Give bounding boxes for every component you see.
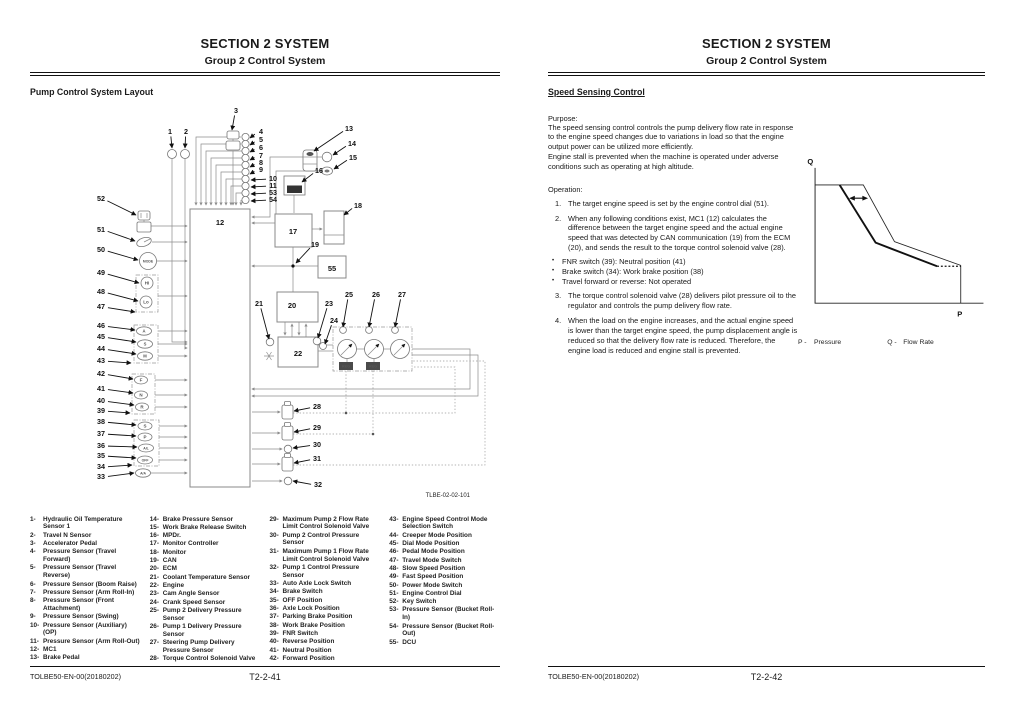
callout-45: 45 (97, 331, 105, 341)
torque-control-solenoid-icon (282, 405, 293, 419)
diagram-legend (30, 516, 500, 664)
page-title: Pump Control System Layout (30, 86, 154, 97)
legend-item: 30- Pump 2 Control Pressure Sensor (269, 531, 360, 547)
operation-heading: Operation: (548, 184, 583, 194)
legend-item: 4- Pressure Sensor (Travel Forward) (30, 548, 117, 564)
callout-8: 8 (259, 157, 263, 167)
callout-26: 26 (372, 289, 380, 299)
callout-53: 53 (269, 187, 277, 197)
svg-text:OFF: OFF (141, 457, 149, 462)
legend-item: 26- Pump 1 Delivery Pressure Sensor (149, 623, 242, 638)
figure-code: TLBE-02-02-101 (425, 492, 470, 499)
speed-sensing-text (548, 97, 798, 356)
mc1-label: 12 (215, 217, 225, 227)
callout-29: 29 (313, 422, 321, 432)
group-heading: Group 2 Control System (204, 55, 326, 67)
callout-48: 48 (97, 286, 105, 296)
legend-item: 38- Work Brake Position (269, 621, 345, 629)
ecm-block (277, 292, 318, 322)
auto-axle-lock-switch-icon (136, 468, 151, 476)
legend-item: 33- Auto Axle Lock Switch (269, 580, 352, 587)
pump-group (333, 326, 412, 370)
legend-item: 23- Cam Angle Sensor (149, 590, 220, 598)
callout-50: 50 (97, 244, 105, 254)
reverse-position-icon (136, 403, 149, 411)
legend-item: 40- Reverse Position (269, 638, 335, 646)
callout-42: 42 (97, 368, 105, 378)
purpose-heading: Purpose: (548, 113, 578, 123)
coolant-temp-sensor-icon (266, 338, 274, 346)
legend-item: 42- Forward Position (269, 654, 335, 662)
callout-25: 25 (345, 289, 353, 299)
legend-item: 37- Parking Brake Position (269, 613, 353, 621)
legend-item: 2- Travel N Sensor (30, 531, 92, 539)
engine-control-dial-icon (136, 235, 153, 248)
callout-3: 3 (234, 105, 238, 115)
callout-4: 4 (259, 126, 263, 136)
max-pump2-flow-solenoid-icon (282, 426, 293, 440)
legend-item: 55- DCU (389, 638, 417, 646)
callout-27: 27 (398, 289, 406, 299)
callout-16: 16 (315, 165, 323, 175)
legend-item: 24- Crank Speed Sensor (149, 598, 226, 606)
fast-speed-position-icon (141, 277, 153, 289)
svg-text:Lo: Lo (143, 299, 149, 305)
svg-text:REG: REG (341, 364, 351, 368)
callout-2: 2 (184, 126, 188, 136)
operation-step: 4. When the load on the engine increases, and the actual engine speed is lower than the target engine speed, the pump displacement angle is reduced so that the delivery flow rate is reduced. Therefore, the engine load is reduced and engine stall is prevented. (555, 316, 798, 355)
callout-43: 43 (97, 355, 105, 365)
callout-33: 33 (97, 471, 105, 481)
legend-item: 19- CAN (149, 557, 177, 565)
y-axis-label: Q (807, 156, 814, 166)
legend-item: 21- Coolant Temperature Sensor (149, 573, 250, 581)
work-brake-release-switch-icon (322, 167, 333, 175)
pedal-mode-position-icon (137, 326, 152, 334)
page-number: T2-2-41 (249, 672, 281, 682)
document-code: TOLBE50-EN-00(20180202) (548, 672, 639, 681)
pump-control-system-diagram (30, 99, 500, 504)
legend-item: 25- Pump 2 Delivery Pressure Sensor (149, 606, 242, 622)
callout-44: 44 (97, 343, 105, 353)
callout-38: 38 (97, 416, 105, 426)
legend-item: 3- Accelerator Pedal (30, 539, 97, 547)
legend-item: 36- Axle Lock Position (269, 604, 340, 612)
legend-item: 32- Pump 1 Control Pressure Sensor (269, 563, 360, 579)
callout-23: 23 (325, 298, 333, 308)
speed-sensing-content (548, 97, 985, 356)
header-rule (30, 72, 500, 76)
svg-text:S: S (143, 341, 147, 347)
callout-36: 36 (97, 440, 105, 450)
legend-item: 43- Engine Speed Control Mode Selection Switch (389, 515, 488, 531)
legend-item: 9- Pressure Sensor (Swing) (30, 613, 119, 621)
callout-9: 9 (259, 164, 263, 174)
solenoid-valves (282, 401, 293, 484)
pq-graph (798, 149, 992, 356)
travel-n-sensor-icon (168, 149, 177, 158)
document-code: TOLBE50-EN-00(20180202) (30, 672, 121, 681)
callout-13: 13 (345, 123, 353, 133)
svg-text:P: P (143, 434, 147, 440)
slow-speed-position-icon (140, 296, 152, 308)
operation-bullet: • FNR switch (39): Neutral position (41) (552, 256, 686, 266)
legend-item: 12- MC1 (30, 646, 57, 653)
legend-item: 18- Monitor (149, 548, 187, 556)
legend-item: 44- Creeper Mode Position (389, 531, 472, 539)
svg-text:REG: REG (368, 364, 378, 368)
legend-item: 1- Hydraulic Oil Temperature Sensor 1 (30, 515, 123, 531)
section-heading: SECTION 2 SYSTEM (702, 36, 831, 51)
legend-item: 46- Pedal Mode Position (389, 548, 465, 556)
svg-text:A/A: A/A (140, 470, 146, 475)
graph-legend-flowrate: Q - Flow Rate (887, 338, 934, 346)
callout-24: 24 (330, 315, 338, 325)
legend-item: 13- Brake Pedal (30, 654, 80, 662)
pq-curve-chart (798, 149, 992, 324)
callout-37: 37 (97, 428, 105, 438)
svg-text:S: S (143, 423, 147, 429)
legend-item: 49- Fast Speed Position (389, 573, 464, 581)
pump1-control-pressure-sensor-icon (284, 477, 292, 485)
legend-item: 28- Torque Control Solenoid Valve (149, 655, 256, 663)
callout-1: 1 (168, 126, 172, 136)
page-header (30, 36, 500, 67)
legend-item: 39- FNR Switch (269, 629, 319, 637)
callout-7: 7 (259, 150, 263, 160)
legend-item: 31- Maximum Pump 1 Flow Rate Limit Control Solenoid Valve (269, 547, 370, 563)
travel-sensor-icon (181, 149, 190, 158)
svg-text:N: N (139, 392, 143, 398)
legend-item: 16- MPDr. (149, 532, 181, 540)
svg-text:M: M (143, 353, 147, 359)
legend-item: 15- Work Brake Release Switch (149, 523, 247, 531)
callout-52: 52 (97, 193, 105, 203)
svg-text:R: R (140, 404, 144, 410)
section-heading: SECTION 2 SYSTEM (200, 36, 330, 51)
x-axis-label: P (957, 308, 963, 318)
power-mode-switch-icon (140, 252, 157, 269)
legend-item: 54- Pressure Sensor (Bucket Roll-Out) (389, 622, 495, 638)
legend-item: 22- Engine (149, 582, 185, 589)
operation-bullet: • Travel forward or reverse: Not operated (552, 276, 692, 286)
svg-text:F: F (139, 377, 143, 383)
graph-legend-pressure: P - Pressure (798, 338, 842, 346)
key-switch-icon (137, 211, 151, 232)
legend-item: 50- Power Mode Switch (389, 581, 463, 589)
mpdr-icon (284, 176, 305, 195)
graph-legend (798, 339, 992, 346)
fan-icon (264, 352, 274, 360)
callout-6: 6 (259, 142, 263, 152)
header-rule (548, 72, 985, 76)
purpose-paragraph-1: The speed sensing control controls the pump delivery flow rate in response to the engine speed changes due to variations in load so that the engine output power can be utilized more efficiently. (548, 122, 794, 152)
callout-14: 14 (348, 138, 356, 148)
operation-bullet: • Brake switch (34): Work brake position (38) (552, 266, 704, 276)
legend-item: 34- Brake Switch (269, 588, 323, 596)
operation-step: 3. The torque control solenoid valve (28) delivers pilot pressure oil to the regulator and controls the pump delivery flow rate. (555, 291, 796, 311)
ecm-label: 20 (287, 300, 297, 310)
callout-5: 5 (259, 134, 263, 144)
page-right (510, 0, 1020, 720)
svg-text:A: A (142, 328, 146, 334)
work-brake-position-icon (138, 422, 152, 430)
callout-21: 21 (255, 298, 263, 308)
page-footer (30, 666, 500, 681)
monitor-block (324, 211, 344, 244)
pq-curve-base (815, 184, 961, 264)
callout-46: 46 (97, 320, 105, 330)
callout-47: 47 (97, 301, 105, 311)
legend-item: 20- ECM (149, 565, 177, 573)
callout-40: 40 (97, 395, 105, 405)
cam-angle-sensor-icon (313, 337, 321, 345)
svg-text:A/L: A/L (143, 445, 149, 450)
pilot-lines (293, 361, 485, 465)
legend-item: 17- Monitor Controller (149, 540, 219, 548)
svg-text:Hi: Hi (144, 280, 150, 286)
pump2-control-pressure-sensor-icon (284, 445, 292, 453)
legend-item: 41- Neutral Position (269, 646, 332, 654)
callout-19: 19 (311, 239, 319, 249)
pump1-delivery-sensor-icon (366, 326, 373, 333)
engine-label: 22 (293, 348, 303, 358)
operation-step: 2. When any following conditions exist, MC1 (12) calculates the difference between the target engine speed and the actual engine speed that was detected by CAN communication (19) from the ECM (20), and sends the result to the torque control solenoid valve (28). (555, 213, 791, 253)
forward-position-icon (135, 376, 148, 384)
operation-list (548, 199, 798, 356)
legend-item: 29- Maximum Pump 2 Flow Rate Limit Control Solenoid Valve (269, 515, 370, 531)
callout-54: 54 (269, 194, 277, 204)
callout-34: 34 (97, 461, 105, 471)
creeper-mode-position-icon (138, 351, 153, 359)
callout-39: 39 (97, 405, 105, 415)
callout-30: 30 (313, 439, 321, 449)
monitor-controller-label: 17 (288, 226, 298, 236)
legend-item: 45- Dial Mode Position (389, 539, 460, 547)
svg-text:MODE: MODE (142, 258, 154, 263)
dcu-label: 55 (327, 263, 337, 273)
legend-item: 47- Travel Mode Switch (389, 556, 462, 564)
neutral-position-icon (135, 391, 148, 399)
legend-item: 7- Pressure Sensor (Arm Roll-In) (30, 588, 135, 596)
pump2-delivery-sensor-icon (340, 326, 347, 333)
callout-15: 15 (349, 152, 357, 162)
can-junction (291, 264, 294, 267)
legend-item: 27- Steering Pump Delivery Pressure Sensor (149, 639, 235, 654)
legend-item: 35- OFF Position (269, 596, 323, 604)
legend-item: 11- Pressure Sensor (Arm Roll-Out) (30, 637, 140, 645)
legend-item: 53- Pressure Sensor (Bucket Roll-In) (389, 606, 495, 622)
accelerator-pedal-icon (226, 131, 240, 150)
callout-51: 51 (97, 224, 105, 234)
legend-item: 14- Brake Pressure Sensor (149, 515, 234, 523)
callout-32: 32 (314, 479, 322, 489)
legend-item: 10- Pressure Sensor (Auxiliary) (OP) (30, 621, 127, 637)
axle-lock-position-icon (139, 444, 154, 452)
operation-step: 1. The target engine speed is set by the engine control dial (51). (555, 198, 769, 208)
purpose-paragraph-2: Engine stall is prevented when the machine is operated under adverse conditions such as operating at high altitude. (548, 152, 779, 171)
brake-pressure-sensor-icon (322, 152, 332, 162)
callout-49: 49 (97, 267, 105, 277)
callout-10: 10 (269, 173, 277, 183)
callout-41: 41 (97, 383, 105, 393)
callout-31: 31 (313, 453, 321, 463)
parking-brake-position-icon (138, 433, 152, 441)
page-header (548, 36, 985, 67)
mc1-block (190, 209, 250, 487)
dial-mode-position-icon (138, 339, 153, 347)
legend-item: 51- Engine Control Dial (389, 589, 462, 597)
legend-item: 6- Pressure Sensor (Boom Raise) (30, 580, 137, 588)
callout-18: 18 (354, 200, 362, 210)
legend-item: 8- Pressure Sensor (Front Attachment) (30, 597, 115, 612)
callout-35: 35 (97, 450, 105, 460)
callout-28: 28 (313, 401, 321, 411)
callout-11: 11 (269, 180, 277, 190)
legend-item: 5- Pressure Sensor (Travel Reverse) (30, 564, 117, 580)
legend-item: 52- Key Switch (389, 598, 437, 606)
legend-item: 48- Slow Speed Position (389, 564, 466, 572)
steering-delivery-sensor-icon (392, 326, 399, 333)
pressure-sensor-circles (242, 133, 249, 203)
off-position-icon (138, 456, 153, 464)
page-number: T2-2-42 (750, 672, 783, 682)
group-heading: Group 2 Control System (706, 55, 827, 67)
page-footer (548, 666, 985, 681)
page-title: Speed Sensing Control (548, 86, 645, 97)
max-pump1-flow-solenoid-icon (282, 457, 293, 471)
shift-arrow (849, 195, 868, 200)
